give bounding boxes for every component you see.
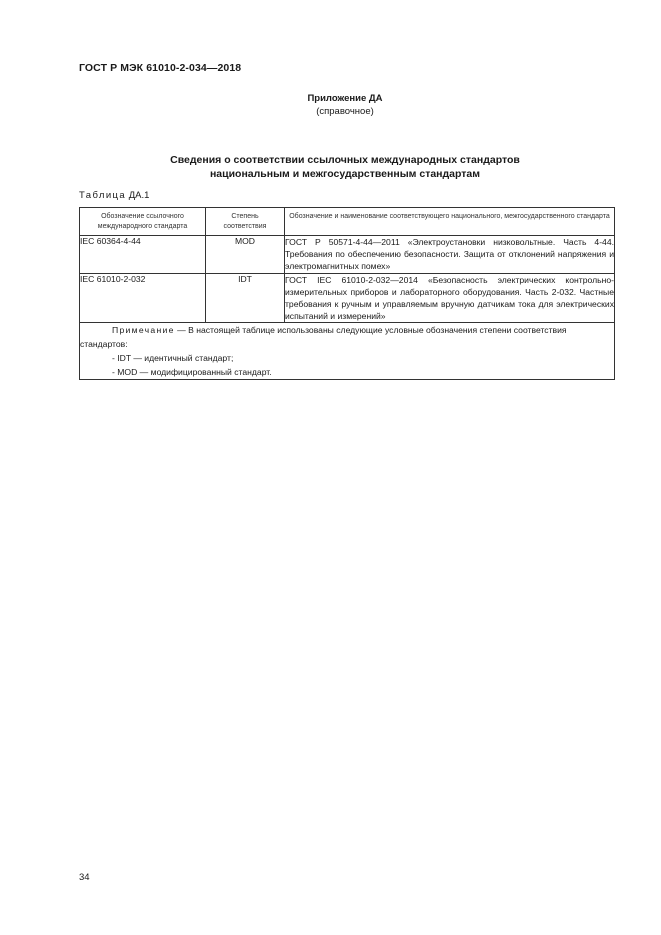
cell-ref-standard: IEC 60364-4-44: [80, 236, 206, 274]
table-caption: [79, 190, 149, 201]
cell-degree: MOD: [206, 236, 285, 274]
table-note-row: [80, 323, 615, 380]
cell-national-standard: ГОСТ IEC 61010-2-032—2014 «Безопасность электрических контрольно-измерительных приборов и лабораторного оборудования. Часть 2-032. Частные требования к ручным и управляемым вручную датчикам тока для электрических испытаний и измерений»: [285, 274, 614, 322]
section-title-line1: Сведения о соответствии ссылочных международных стандартов: [170, 154, 520, 166]
table-header-row: [80, 208, 615, 236]
note-label: Примечание: [112, 325, 175, 336]
section-title-line2: национальным и межгосударственным стандартам: [209, 168, 481, 180]
note-item-mod: - MOD — модифицированный стандарт.: [112, 367, 272, 378]
table-caption-number: ДА.1: [128, 190, 150, 201]
appendix-subtitle: (справочное): [316, 106, 374, 117]
section-title: [0, 153, 661, 181]
table-note: [80, 323, 615, 380]
table-row: [80, 236, 615, 274]
cell-ref-standard: IEC 61010-2-032: [80, 273, 206, 323]
header-ref-standard: Обозначение ссылочного международного стандарта: [80, 208, 206, 236]
header-degree: Степень соответствия: [206, 208, 285, 236]
header-national-standard: Обозначение и наименование соответствующего национального, межгосударственного стандарта: [285, 208, 615, 236]
cell-national-standard: ГОСТ Р 50571-4-44—2011 «Электроустановки низковольтные. Часть 4-44. Требования по обеспечению безопасности. Защита от отклонений напряжения и электромагнитных помех»: [285, 237, 614, 272]
appendix-title: Приложение ДА: [307, 93, 383, 104]
table-row: [80, 273, 615, 323]
conformity-table: [79, 207, 615, 380]
appendix-heading: [0, 92, 661, 118]
table-caption-label: Таблица: [79, 190, 127, 201]
page-number: 34: [79, 872, 90, 883]
note-body: — В настоящей таблице использованы следующие условные обозначения степени соответствия стандартов:: [80, 325, 567, 350]
note-item-idt: - IDT — идентичный стандарт;: [112, 353, 234, 364]
note-text: [80, 323, 614, 351]
cell-degree: IDT: [206, 273, 285, 323]
document-number: ГОСТ Р МЭК 61010-2-034—2018: [79, 62, 242, 74]
